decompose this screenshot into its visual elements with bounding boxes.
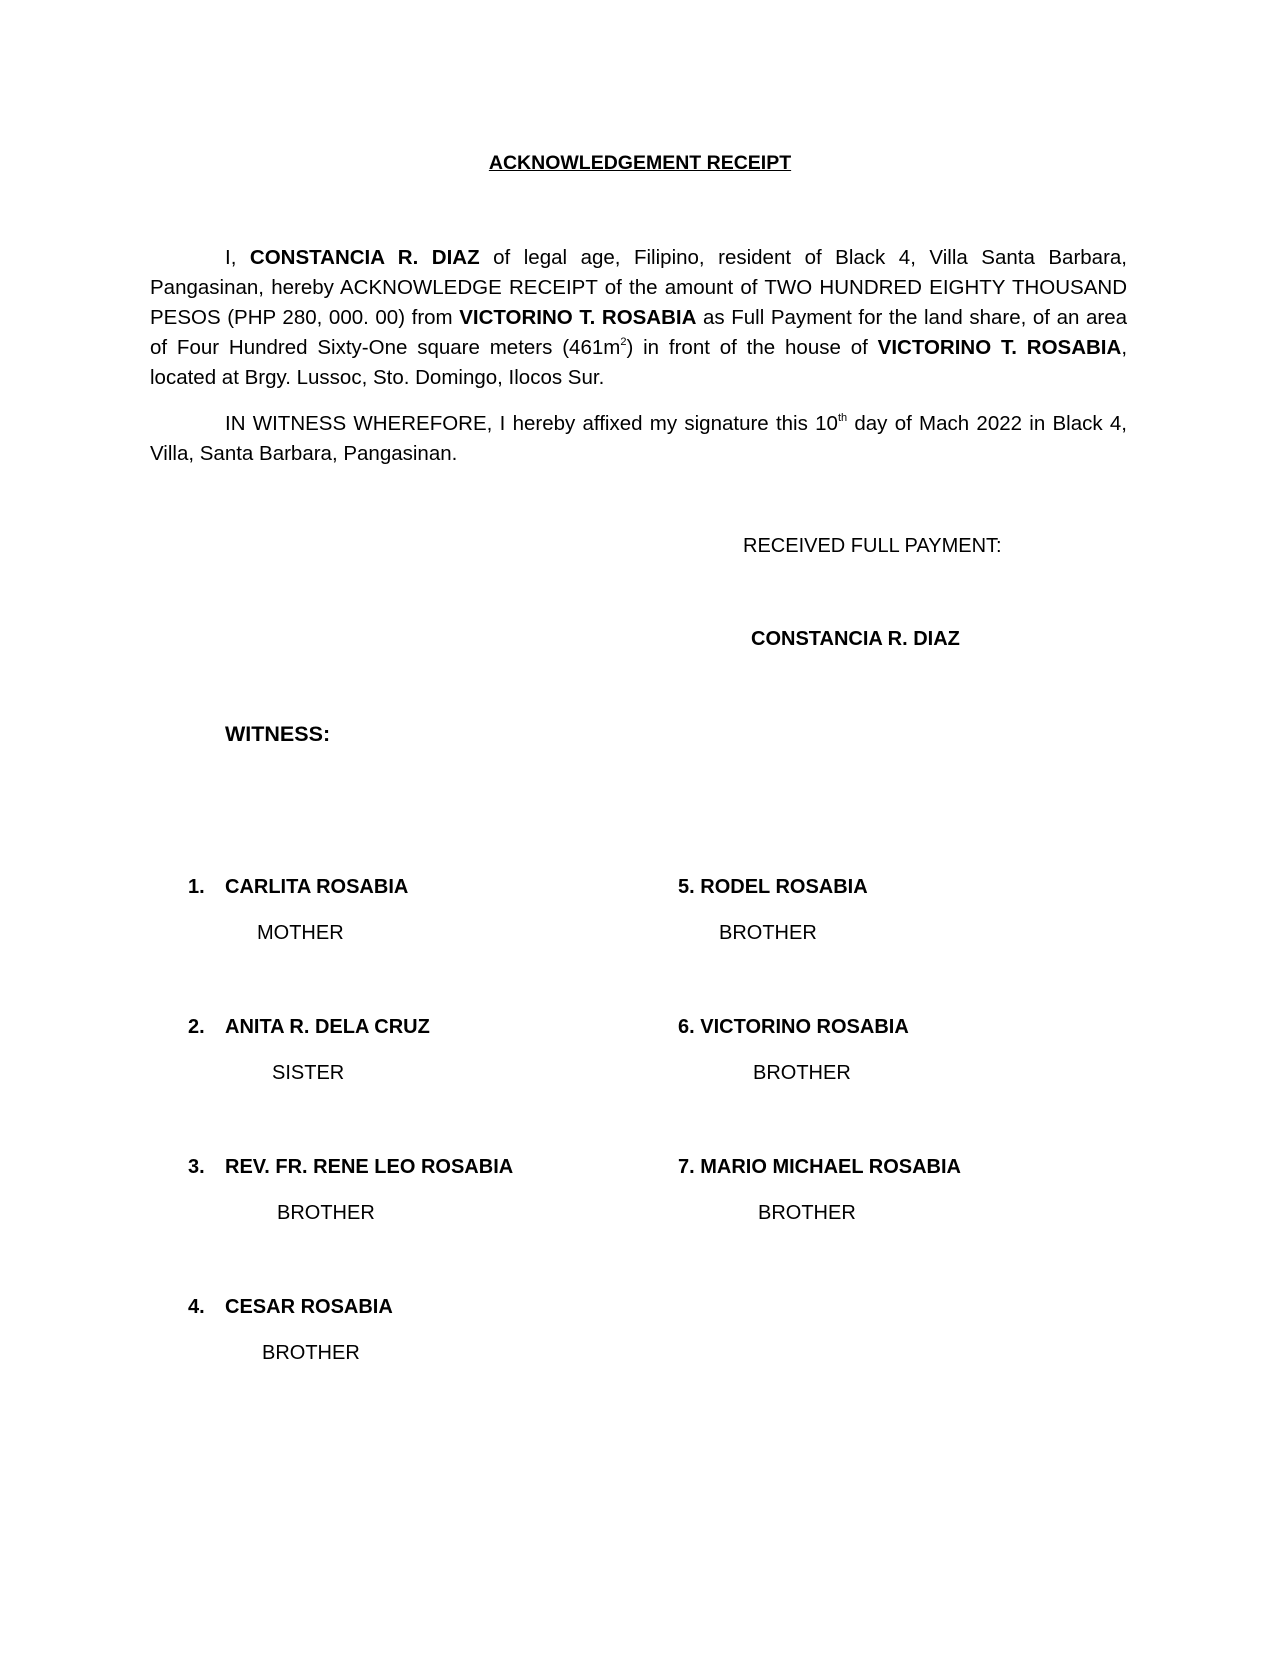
witness-entry — [678, 1016, 909, 1039]
witness-entry — [678, 1156, 961, 1179]
paragraph-text: ) in front of the house of — [626, 336, 878, 359]
paragraph-text: as Full Payment for the land share, of an area of Four Hundred Sixty-One square meters (461m — [150, 306, 1128, 359]
witness-name: ANITA R. DELA CRUZ — [225, 1016, 430, 1038]
witness-relation: SISTER — [272, 1062, 345, 1084]
witness-number: 1. — [188, 876, 205, 898]
received-payment-label: RECEIVED FULL PAYMENT: — [743, 535, 1002, 557]
witness-relation: MOTHER — [257, 922, 344, 944]
witness-name: RODEL ROSABIA — [700, 876, 868, 898]
payer-name-inline: VICTORINO T. ROSABIA — [459, 306, 697, 329]
witness-name: REV. FR. RENE LEO ROSABIA — [225, 1156, 514, 1178]
witness-relation: BROTHER — [277, 1202, 375, 1224]
witness-name: CARLITA ROSABIA — [225, 876, 409, 898]
witness-entry — [678, 876, 868, 899]
witness-relation: BROTHER — [719, 922, 817, 944]
witness-heading: WITNESS: — [225, 722, 331, 746]
paragraph-text: of legal age, Filipino, resident of Black 4, Villa Santa Barbara, Pangasinan, hereby ACKNOWLEDGE RECEIPT of the amount of TWO HUNDRED EIGHTY THOUSAND PESOS (PHP 280, 000. 00) from — [150, 246, 1127, 329]
paragraph-text: IN WITNESS WHEREFORE, I hereby affixed my signature this 10 — [225, 412, 838, 435]
paragraph-text: I, — [225, 246, 250, 269]
acknowledgement-paragraph — [150, 243, 1127, 393]
witness-number: 4. — [188, 1296, 205, 1318]
paragraph-text: , located at Brgy. Lussoc, Sto. Domingo, Ilocos Sur. — [150, 336, 1128, 389]
witness-number: 7. — [678, 1156, 695, 1178]
witness-name: CESAR ROSABIA — [225, 1296, 393, 1318]
document-title: ACKNOWLEDGEMENT RECEIPT — [488, 152, 792, 174]
paragraph-text: day of Mach 2022 in Black 4, Villa, Santa Barbara, Pangasinan. — [150, 412, 1127, 465]
witness-relation: BROTHER — [262, 1342, 360, 1364]
superscript: 2 — [620, 336, 627, 348]
witness-relation: BROTHER — [758, 1202, 856, 1224]
witness-whereof-paragraph — [150, 409, 1127, 469]
superscript: th — [837, 412, 848, 424]
witness-number: 6. — [678, 1016, 695, 1038]
witness-number: 2. — [188, 1016, 205, 1038]
recipient-signature-name: CONSTANCIA R. DIAZ — [751, 628, 960, 650]
payer-name-inline: VICTORINO T. ROSABIA — [877, 336, 1122, 359]
witness-name: VICTORINO ROSABIA — [700, 1016, 909, 1038]
witness-number: 3. — [188, 1156, 205, 1178]
witness-relation: BROTHER — [753, 1062, 851, 1084]
witness-name: MARIO MICHAEL ROSABIA — [700, 1156, 961, 1178]
recipient-name-inline: CONSTANCIA R. DIAZ — [249, 246, 480, 269]
witness-number: 5. — [678, 876, 695, 898]
